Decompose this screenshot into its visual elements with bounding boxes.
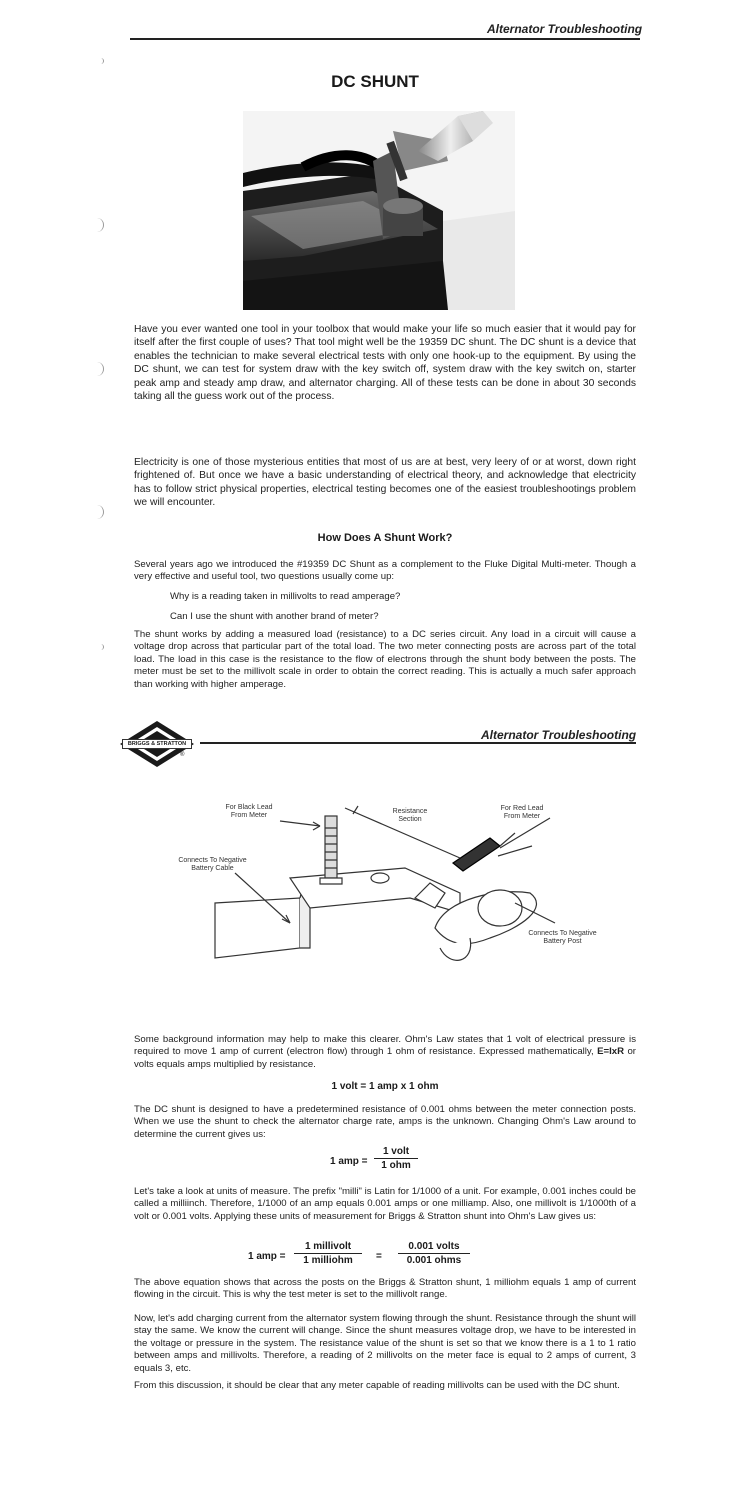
label-negative-post: Connects To Negative Battery Post xyxy=(528,930,597,945)
equation-3-fraction-2 xyxy=(398,1241,470,1266)
equation-2-denominator: 1 ohm xyxy=(381,1160,411,1171)
dc-shunt-photo xyxy=(243,111,515,310)
charging-current-paragraph: Now, let's add charging current from the alternator system flowing through the shunt. Resistance through the shunt will stay the same. We know the current will change. Since the shunt measures voltage drop, we have to be interested in the voltage or pressure in the system. The resistance value of the shunt is set so that we know there is a 1 to 1 ratio between amps and millivolts. Therefore, a reading of 2 millivolts on the meter face is equal to 2 amps of current, 3 equals 3, etc. xyxy=(134,1313,636,1374)
equation-3-lhs: 1 amp = xyxy=(248,1251,286,1262)
ohms-law-paragraph xyxy=(134,1034,636,1071)
equation-3-numerator-2: 0.001 volts xyxy=(398,1241,470,1254)
equation-1: 1 volt = 1 amp x 1 ohm xyxy=(331,1081,439,1092)
ohms-law-text-b: or volts equals amps multiplied by resistance. xyxy=(134,1046,637,1070)
equation-3-numerator-1: 1 millivolt xyxy=(294,1241,362,1254)
logo-text: BRIGGS & STRATTON xyxy=(122,739,192,749)
equation-explanation: The above equation shows that across the posts on the Briggs & Stratton shunt, 1 milliohm equals 1 amp of current flowing in the circuit. This is why the test meter is set to the millivolt range. xyxy=(134,1277,636,1301)
shunt-subheading: How Does A Shunt Work? xyxy=(317,532,453,544)
page2-header-title: Alternator Troubleshooting xyxy=(481,728,637,742)
ohms-law-formula: E=IxR xyxy=(597,1046,625,1058)
equation-2-numerator: 1 volt xyxy=(374,1146,418,1159)
shunt-intro: Several years ago we introduced the #19359 DC Shunt as a complement to the Fluke Digital Multi-meter. Though a very effective and useful tool, two questions usually come up: xyxy=(134,559,636,583)
binder-mark xyxy=(92,218,104,232)
binder-mark xyxy=(92,58,104,64)
intro-paragraph: Have you ever wanted one tool in your toolbox that would make your life so much easier that it would pay for itself after the first couple of uses? That tool might well be the 19359 DC shunt. The DC shunt is a device that enables the technician to make several electrical tests with only one hook-up to the equipment. By using the DC shunt, we can test for system draw with the key switch off, system draw with the key switch on, starter peak amp and steady amp draw, and alternator charging. All of these tests can be done in about 30 seconds taking all the guess work out of the process. xyxy=(134,324,636,403)
label-black-lead: For Black Lead From Meter xyxy=(225,804,273,819)
header-title: Alternator Troubleshooting xyxy=(487,22,643,36)
question-2: Can I use the shunt with another brand of meter? xyxy=(170,611,379,622)
equation-3-denominator-2: 0.001 ohms xyxy=(406,1255,462,1266)
label-resistance-section: Resistance Section xyxy=(392,808,428,823)
shunt-diagram xyxy=(170,798,610,998)
label-negative-cable: Connects To Negative Battery Cable xyxy=(178,857,247,872)
label-red-lead: For Red Lead From Meter xyxy=(500,805,544,820)
equation-3-denominator-1: 1 milliohm xyxy=(303,1255,353,1266)
shunt-explanation: The shunt works by adding a measured load (resistance) to a DC series circuit. Any load in a circuit will cause a voltage drop across that particular part of the total load. The two meter connecting posts are across part of the total load. The load in this case is the resistance to the flow of electrons through the shunt body between the posts. The meter must be set to the millivolt scale in order to obtain the correct reading. This is actually a much safer approach than working with higher amperage. xyxy=(134,629,636,690)
registered-mark: ® xyxy=(180,752,185,758)
ohms-law-text-a: Some background information may help to make this clearer. Ohm's Law states that 1 volt of electrical pressure is required to move 1 amp of current (electron flow) through 1 ohm of resistance. Expressed mathematically, xyxy=(134,1034,636,1058)
equation-2-fraction xyxy=(374,1146,418,1171)
equation-2-lhs: 1 amp = xyxy=(330,1156,368,1167)
binder-mark xyxy=(92,505,104,519)
header-rule xyxy=(130,38,640,40)
electricity-paragraph: Electricity is one of those mysterious entities that most of us are at best, very leery of or at worst, down right frightened of. But once we have a basic understanding of electrical theory, and acknowledge that electricity has to follow strict physical properties, electrical testing becomes one of the easiest troubleshootings problem we will encounter. xyxy=(134,457,636,509)
page2-header-rule xyxy=(200,742,636,744)
equation-3-equals: = xyxy=(376,1251,382,1262)
units-paragraph: Let's take a look at units of measure. The prefix "milli" is Latin for 1/1000 of a unit. For example, 0.001 inches could be called a milliinch. Therefore, 1/1000 of an amp equals 0.001 amps or one milliamp. Also, one millivolt is 1/1000th of a volt or 0.001 volts. Applying these units of measurement for Briggs & Stratton shunt into Ohm's Law gives us: xyxy=(134,1186,636,1222)
binder-mark xyxy=(92,644,104,650)
page-title: DC SHUNT xyxy=(331,72,419,91)
question-1: Why is a reading taken in millivolts to read amperage? xyxy=(170,591,401,602)
shunt-resistance-paragraph: The DC shunt is designed to have a predetermined resistance of 0.001 ohms between the meter connection posts. When we use the shunt to check the alternator charge rate, amps is the unknown. Changing Ohm's Law around to determine the current gives us: xyxy=(134,1104,636,1140)
conclusion-paragraph: From this discussion, it should be clear that any meter capable of reading millivolts can be used with the DC shunt. xyxy=(134,1380,620,1391)
equation-3-fraction-1 xyxy=(294,1241,362,1266)
binder-mark xyxy=(92,362,104,376)
